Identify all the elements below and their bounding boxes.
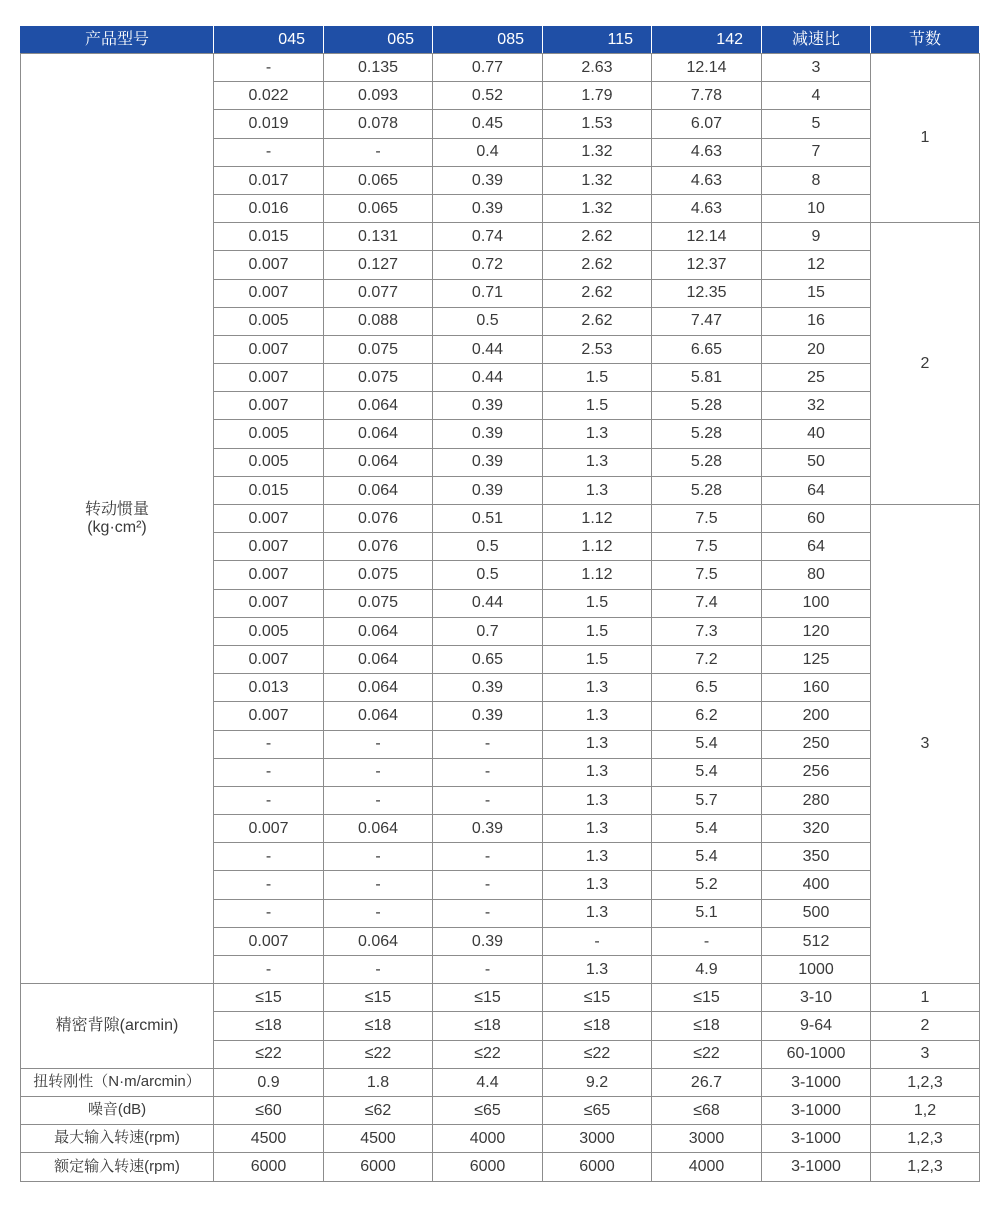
value-cell: 1.3 (543, 815, 652, 843)
header-142: 142 (652, 26, 762, 54)
value-cell: 1.3 (543, 730, 652, 758)
value-cell: 1.12 (543, 505, 652, 533)
ratio-cell: 512 (762, 927, 871, 955)
ratio-cell: 40 (762, 420, 871, 448)
ratio-cell: 250 (762, 730, 871, 758)
value-cell: 7.4 (652, 589, 762, 617)
ratio-cell: 16 (762, 307, 871, 335)
value-cell: 0.075 (324, 364, 433, 392)
value-cell: 1.5 (543, 589, 652, 617)
value-cell: 0.39 (433, 448, 543, 476)
stage-cell: 1,2,3 (871, 1068, 980, 1096)
header-row (21, 26, 980, 54)
value-cell: 0.007 (214, 335, 324, 363)
value-cell: ≤15 (214, 984, 324, 1012)
value-cell: 0.016 (214, 194, 324, 222)
value-cell: 6.2 (652, 702, 762, 730)
value-cell: 0.44 (433, 589, 543, 617)
value-cell: 9.2 (543, 1068, 652, 1096)
value-cell: ≤22 (652, 1040, 762, 1068)
value-cell: 7.47 (652, 307, 762, 335)
value-cell: ≤15 (433, 984, 543, 1012)
value-cell: 0.019 (214, 110, 324, 138)
value-cell: 0.127 (324, 251, 433, 279)
value-cell: 2.53 (543, 335, 652, 363)
header-stages: 节数 (871, 26, 980, 54)
table-row (21, 1096, 980, 1124)
value-cell: 0.017 (214, 166, 324, 194)
value-cell: 4.63 (652, 138, 762, 166)
value-cell: 5.4 (652, 730, 762, 758)
value-cell: ≤62 (324, 1096, 433, 1124)
value-cell: 5.28 (652, 392, 762, 420)
value-cell: 6.5 (652, 674, 762, 702)
value-cell: - (214, 54, 324, 82)
value-cell: 0.005 (214, 420, 324, 448)
value-cell: 0.52 (433, 82, 543, 110)
value-cell: 0.5 (433, 561, 543, 589)
value-cell: 0.39 (433, 702, 543, 730)
value-cell: 2.62 (543, 279, 652, 307)
value-cell: 0.005 (214, 307, 324, 335)
spec-body (21, 54, 980, 1182)
value-cell: 0.39 (433, 392, 543, 420)
value-cell: ≤18 (324, 1012, 433, 1040)
value-cell: ≤22 (433, 1040, 543, 1068)
value-cell: 6.65 (652, 335, 762, 363)
value-cell: 0.064 (324, 815, 433, 843)
value-cell: 0.005 (214, 617, 324, 645)
value-cell: 5.28 (652, 420, 762, 448)
ratio-cell: 64 (762, 533, 871, 561)
value-cell: 0.39 (433, 476, 543, 504)
value-cell: 1.5 (543, 392, 652, 420)
value-cell: 0.71 (433, 279, 543, 307)
value-cell: 0.007 (214, 364, 324, 392)
ratio-cell: 3-1000 (762, 1096, 871, 1124)
value-cell: 1.3 (543, 476, 652, 504)
value-cell: 4500 (214, 1125, 324, 1153)
spec-table (20, 25, 980, 1182)
value-cell: 0.7 (433, 617, 543, 645)
value-cell: 0.45 (433, 110, 543, 138)
stage-cell: 2 (871, 223, 980, 505)
value-cell: ≤15 (543, 984, 652, 1012)
value-cell: 1.5 (543, 617, 652, 645)
value-cell: 0.9 (214, 1068, 324, 1096)
value-cell: 0.077 (324, 279, 433, 307)
ratio-cell: 125 (762, 645, 871, 673)
table-row (21, 1068, 980, 1096)
ratio-cell: 50 (762, 448, 871, 476)
value-cell: - (543, 927, 652, 955)
value-cell: 1.3 (543, 843, 652, 871)
value-cell: 1.3 (543, 956, 652, 984)
value-cell: 0.078 (324, 110, 433, 138)
value-cell: 4000 (433, 1125, 543, 1153)
inertia-unit: (kg·cm²) (87, 518, 147, 536)
value-cell: 0.075 (324, 561, 433, 589)
ratio-cell: 100 (762, 589, 871, 617)
value-cell: 1.79 (543, 82, 652, 110)
value-cell: - (324, 730, 433, 758)
value-cell: 0.51 (433, 505, 543, 533)
value-cell: 5.28 (652, 448, 762, 476)
value-cell: 1.3 (543, 899, 652, 927)
value-cell: 2.62 (543, 307, 652, 335)
value-cell: 3000 (652, 1125, 762, 1153)
value-cell: 0.076 (324, 533, 433, 561)
value-cell: 0.39 (433, 815, 543, 843)
value-cell: 1.5 (543, 364, 652, 392)
value-cell: 7.5 (652, 533, 762, 561)
ratio-cell: 4 (762, 82, 871, 110)
value-cell: 0.088 (324, 307, 433, 335)
value-cell: ≤22 (214, 1040, 324, 1068)
value-cell: - (324, 899, 433, 927)
value-cell: ≤65 (433, 1096, 543, 1124)
row-label: 扭转刚性（N·m/arcmin） (21, 1068, 214, 1096)
value-cell: - (214, 843, 324, 871)
header-045: 045 (214, 26, 324, 54)
value-cell: 0.093 (324, 82, 433, 110)
ratio-cell: 60 (762, 505, 871, 533)
value-cell: 0.007 (214, 561, 324, 589)
value-cell: ≤65 (543, 1096, 652, 1124)
value-cell: ≤18 (652, 1012, 762, 1040)
value-cell: - (324, 843, 433, 871)
stage-cell: 1,2,3 (871, 1153, 980, 1181)
table-row (21, 1153, 980, 1181)
stage-cell: 1 (871, 54, 980, 223)
ratio-cell: 120 (762, 617, 871, 645)
value-cell: 0.65 (433, 645, 543, 673)
ratio-cell: 32 (762, 392, 871, 420)
value-cell: 6000 (543, 1153, 652, 1181)
inertia-label-cell (21, 54, 214, 984)
value-cell: 0.064 (324, 476, 433, 504)
value-cell: 0.013 (214, 674, 324, 702)
ratio-cell: 3-1000 (762, 1125, 871, 1153)
value-cell: 1.5 (543, 645, 652, 673)
ratio-cell: 350 (762, 843, 871, 871)
value-cell: 0.005 (214, 448, 324, 476)
value-cell: 0.064 (324, 392, 433, 420)
value-cell: - (433, 899, 543, 927)
ratio-cell: 10 (762, 194, 871, 222)
value-cell: 2.62 (543, 223, 652, 251)
header-085: 085 (433, 26, 543, 54)
value-cell: 0.007 (214, 392, 324, 420)
value-cell: - (433, 956, 543, 984)
value-cell: 0.007 (214, 645, 324, 673)
table-row (21, 54, 980, 82)
value-cell: - (324, 956, 433, 984)
value-cell: 0.015 (214, 223, 324, 251)
ratio-cell: 280 (762, 786, 871, 814)
value-cell: 0.007 (214, 589, 324, 617)
value-cell: 12.14 (652, 54, 762, 82)
stage-cell: 3 (871, 1040, 980, 1068)
value-cell: 0.5 (433, 533, 543, 561)
ratio-cell: 9-64 (762, 1012, 871, 1040)
value-cell: 0.065 (324, 166, 433, 194)
value-cell: ≤18 (543, 1012, 652, 1040)
ratio-cell: 60-1000 (762, 1040, 871, 1068)
value-cell: 4.63 (652, 166, 762, 194)
value-cell: - (652, 927, 762, 955)
value-cell: 0.131 (324, 223, 433, 251)
value-cell: 6000 (433, 1153, 543, 1181)
ratio-cell: 3 (762, 54, 871, 82)
value-cell: 1.3 (543, 674, 652, 702)
value-cell: 1.53 (543, 110, 652, 138)
ratio-cell: 1000 (762, 956, 871, 984)
ratio-cell: 7 (762, 138, 871, 166)
value-cell: 0.075 (324, 589, 433, 617)
value-cell: 0.74 (433, 223, 543, 251)
value-cell: 0.007 (214, 815, 324, 843)
ratio-cell: 20 (762, 335, 871, 363)
header-115: 115 (543, 26, 652, 54)
value-cell: 0.39 (433, 166, 543, 194)
value-cell: 0.135 (324, 54, 433, 82)
value-cell: 6.07 (652, 110, 762, 138)
value-cell: 1.3 (543, 758, 652, 786)
value-cell: 1.32 (543, 166, 652, 194)
value-cell: 0.064 (324, 674, 433, 702)
value-cell: ≤18 (433, 1012, 543, 1040)
value-cell: - (214, 956, 324, 984)
value-cell: ≤18 (214, 1012, 324, 1040)
ratio-cell: 3-1000 (762, 1153, 871, 1181)
value-cell: 1.12 (543, 533, 652, 561)
ratio-cell: 160 (762, 674, 871, 702)
inertia-label: 转动惯量 (84, 501, 149, 518)
value-cell: 0.39 (433, 674, 543, 702)
value-cell: 6000 (324, 1153, 433, 1181)
header-ratio: 减速比 (762, 26, 871, 54)
value-cell: - (214, 758, 324, 786)
value-cell: 0.015 (214, 476, 324, 504)
value-cell: 4.63 (652, 194, 762, 222)
value-cell: 4.4 (433, 1068, 543, 1096)
value-cell: 0.007 (214, 505, 324, 533)
ratio-cell: 8 (762, 166, 871, 194)
value-cell: 0.065 (324, 194, 433, 222)
value-cell: 0.064 (324, 927, 433, 955)
ratio-cell: 25 (762, 364, 871, 392)
value-cell: 4500 (324, 1125, 433, 1153)
value-cell: 0.39 (433, 927, 543, 955)
value-cell: 5.7 (652, 786, 762, 814)
header-model: 产品型号 (21, 26, 214, 54)
table-row (21, 984, 980, 1012)
value-cell: 1.32 (543, 138, 652, 166)
value-cell: 4000 (652, 1153, 762, 1181)
header-065: 065 (324, 26, 433, 54)
row-label: 噪音(dB) (21, 1096, 214, 1124)
value-cell: 1.8 (324, 1068, 433, 1096)
value-cell: 26.7 (652, 1068, 762, 1096)
value-cell: 0.44 (433, 335, 543, 363)
value-cell: 7.5 (652, 505, 762, 533)
value-cell: 0.72 (433, 251, 543, 279)
value-cell: 0.022 (214, 82, 324, 110)
value-cell: 0.064 (324, 420, 433, 448)
value-cell: - (433, 871, 543, 899)
value-cell: 1.32 (543, 194, 652, 222)
value-cell: 1.3 (543, 702, 652, 730)
value-cell: 5.28 (652, 476, 762, 504)
ratio-cell: 9 (762, 223, 871, 251)
value-cell: 12.37 (652, 251, 762, 279)
row-label: 最大输入转速(rpm) (21, 1125, 214, 1153)
value-cell: - (214, 786, 324, 814)
value-cell: 12.14 (652, 223, 762, 251)
stage-cell: 1 (871, 984, 980, 1012)
value-cell: 0.007 (214, 702, 324, 730)
value-cell: 2.63 (543, 54, 652, 82)
value-cell: - (433, 786, 543, 814)
value-cell: 1.3 (543, 786, 652, 814)
value-cell: 1.3 (543, 420, 652, 448)
value-cell: - (214, 899, 324, 927)
value-cell: 0.007 (214, 927, 324, 955)
table-row (21, 1125, 980, 1153)
ratio-cell: 15 (762, 279, 871, 307)
value-cell: - (214, 138, 324, 166)
value-cell: 0.007 (214, 533, 324, 561)
value-cell: 12.35 (652, 279, 762, 307)
value-cell: 5.4 (652, 758, 762, 786)
ratio-cell: 64 (762, 476, 871, 504)
value-cell: 0.44 (433, 364, 543, 392)
value-cell: 1.3 (543, 448, 652, 476)
ratio-cell: 3-1000 (762, 1068, 871, 1096)
value-cell: 7.78 (652, 82, 762, 110)
value-cell: ≤22 (543, 1040, 652, 1068)
value-cell: ≤15 (652, 984, 762, 1012)
value-cell: 7.2 (652, 645, 762, 673)
value-cell: 5.4 (652, 815, 762, 843)
stage-cell: 1,2,3 (871, 1125, 980, 1153)
value-cell: 5.4 (652, 843, 762, 871)
value-cell: 1.3 (543, 871, 652, 899)
value-cell: - (433, 843, 543, 871)
value-cell: ≤22 (324, 1040, 433, 1068)
value-cell: 5.81 (652, 364, 762, 392)
value-cell: 6000 (214, 1153, 324, 1181)
value-cell: 0.39 (433, 194, 543, 222)
value-cell: 0.007 (214, 251, 324, 279)
stage-cell: 3 (871, 505, 980, 984)
ratio-cell: 80 (762, 561, 871, 589)
value-cell: 0.064 (324, 645, 433, 673)
value-cell: 0.075 (324, 335, 433, 363)
value-cell: 0.007 (214, 279, 324, 307)
value-cell: - (324, 138, 433, 166)
ratio-cell: 500 (762, 899, 871, 927)
value-cell: 0.064 (324, 448, 433, 476)
value-cell: - (214, 730, 324, 758)
row-label: 额定输入转速(rpm) (21, 1153, 214, 1181)
value-cell: - (324, 786, 433, 814)
value-cell: - (324, 758, 433, 786)
value-cell: 0.064 (324, 702, 433, 730)
value-cell: 0.77 (433, 54, 543, 82)
value-cell: - (214, 871, 324, 899)
ratio-cell: 5 (762, 110, 871, 138)
value-cell: 0.4 (433, 138, 543, 166)
value-cell: 1.12 (543, 561, 652, 589)
backlash-label: 精密背隙(arcmin) (21, 984, 214, 1069)
value-cell: - (433, 758, 543, 786)
value-cell: 2.62 (543, 251, 652, 279)
ratio-cell: 320 (762, 815, 871, 843)
value-cell: - (324, 871, 433, 899)
value-cell: 7.3 (652, 617, 762, 645)
ratio-cell: 400 (762, 871, 871, 899)
value-cell: 0.39 (433, 420, 543, 448)
value-cell: ≤15 (324, 984, 433, 1012)
value-cell: 5.1 (652, 899, 762, 927)
value-cell: 5.2 (652, 871, 762, 899)
value-cell: 4.9 (652, 956, 762, 984)
stage-cell: 2 (871, 1012, 980, 1040)
value-cell: 7.5 (652, 561, 762, 589)
value-cell: 0.076 (324, 505, 433, 533)
ratio-cell: 12 (762, 251, 871, 279)
ratio-cell: 256 (762, 758, 871, 786)
value-cell: 0.064 (324, 617, 433, 645)
value-cell: ≤60 (214, 1096, 324, 1124)
stage-cell: 1,2 (871, 1096, 980, 1124)
ratio-cell: 200 (762, 702, 871, 730)
ratio-cell: 3-10 (762, 984, 871, 1012)
value-cell: 3000 (543, 1125, 652, 1153)
value-cell: 0.5 (433, 307, 543, 335)
value-cell: - (433, 730, 543, 758)
value-cell: ≤68 (652, 1096, 762, 1124)
